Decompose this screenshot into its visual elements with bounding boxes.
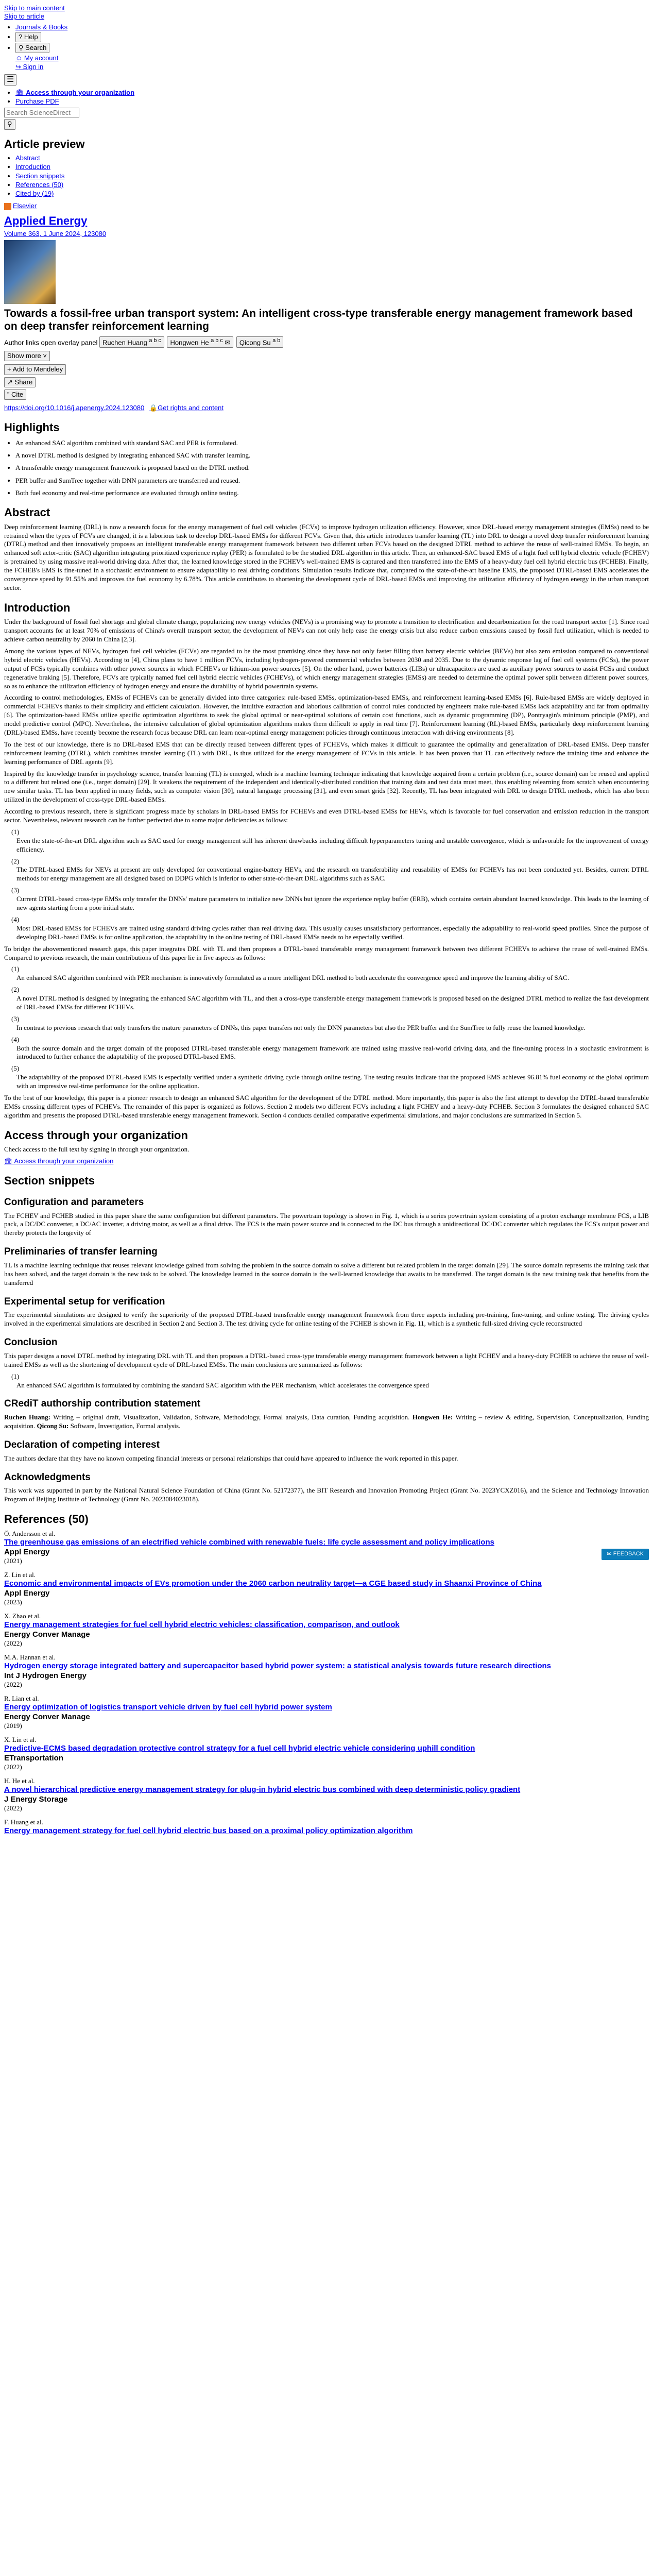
intro-paragraph: To the best of our knowledge, this paper is a pioneer research to design an enhanced SAC algorithm for the development of the DTRL method. More importantly, this paper is also the first attempt to develop the DTRL-based transferable EMSs crossing different types of FCHEVs. The remainder of this paper is organized as follows. Section 2 models two different FCVs including a light FCHEV and a heavy-duty FCHEB. Section 3 formulates the designed enhanced SAC algorithm and presents the proposed DTRL-based transferable energy management framework. Section 4 conducts detailed comparative experimental simulations, and major conclusions are summarized in Section 5.: [4, 1093, 649, 1119]
snippets-title: Section snippets: [4, 1174, 95, 1188]
search-input[interactable]: [4, 108, 79, 117]
contribution-item: Both the source domain and the target domain of the proposed DTRL-based transferable energy management framework are trained using massive real-world driving data, and the fine-tuning process in a stochastic environment is introduced to further enhance the adaptability of the proposed DTRL-based EMS.: [16, 1044, 649, 1061]
list-marker: (4): [11, 1035, 20, 1043]
intro-paragraph: To the best of our knowledge, there is no DRL-based EMS that can be directly reused between different types of FCHEVs, which makes it difficult to guarantee the optimality and generalization of DRL-based EMSs. Deep transfer reinforcement learning (DTRL), which combines transfer learning (TL) with DRL, is thus utilized for the energy management of FCVs in this article. It has been proven that TL can effectively reduce the training time and enhance the learning performance of DRL agents [9].: [4, 740, 649, 766]
competing-text: The authors declare that they have no known competing financial interests or personal relationships that could have appeared to influence the work reported in this paper.: [4, 1454, 458, 1462]
outline-title: Article preview: [4, 137, 85, 150]
article-title: Towards a fossil-free urban transport system: An intelligent cross-type transferable energy management framework based on deep transfer reinforcement learning: [4, 308, 633, 333]
list-marker: (2): [11, 986, 20, 994]
author-button-he[interactable]: Hongwen He $^{a b c}$ ✉: [167, 336, 233, 348]
introduction-title: Introduction: [4, 601, 71, 614]
credit-title: CRediT authorship contribution statement: [4, 1398, 201, 1410]
snippet-text: The experimental simulations are designed to verify the superiority of the proposed DTRL-based transferable energy management framework from three aspects including pre-training, fine-tuning, and online testing. The driving cycles involved in the experimental simulations are described in Section 2 and Section 3. The test driving cycle for online testing of the FCHEB is shown in Fig. 11, which is a synthetic full-sized driving cycle reconstructed: [4, 1311, 649, 1328]
journal-volume-link[interactable]: Volume 363, 1 June 2024, 123080: [4, 230, 107, 238]
elsevier-logo-link[interactable]: Elsevier: [13, 202, 37, 210]
references-list: [4, 1530, 649, 1836]
show-more-button[interactable]: Show more ˅: [4, 351, 50, 361]
snippet-heading[interactable]: Experimental setup for verification: [4, 1296, 165, 1307]
search-submit-button[interactable]: [4, 119, 15, 129]
author-button-huang[interactable]: Ruchen Huang $^{a b c}$: [99, 336, 164, 348]
contribution-item: A novel DTRL method is designed by integrating the enhanced SAC algorithm with TL, and then a cross-type transferable energy management framework is proposed based on the designed DTRL method to realize the fast development of DRL-based EMSs for different FCHEVs.: [16, 994, 649, 1011]
author-links-label: Author links open overlay panel: [4, 338, 98, 346]
reference-item: M.A. Hannan et al. Hydrogen energy storage integrated battery and supercapacitor based hybrid power system: a statistical analysis towards future research directions Int J Hydrogen Energy (2022): [4, 1653, 552, 1689]
snippet-text: The FCHEV and FCHEB studied in this paper share the same configuration but different parameters. The powertrain topology is shown in Fig. 1, which is a series powertrain system consisting of a proton exchange membrane FCS, a LIB pack, a DC/DC converter, a DC/AC inverter, a driving motor, as well as a final drive. The FCS is the main power source and is connected to the DC bus through a unidirectional DC/DC converter which regulates the FCS's output power and thereby protects the longevity of: [4, 1211, 649, 1237]
journal-cover-image[interactable]: [4, 240, 56, 304]
list-marker: (4): [11, 915, 20, 923]
outline-item-cited-by[interactable]: Cited by (19): [15, 190, 54, 197]
reference-item: Z. Lin et al. Economic and environmental impacts of EVs promotion under the 2060 carbon neutrality target—a CGE based study in Shaanxi Province of China Appl Energy (2023): [4, 1570, 542, 1606]
highlight-item: • A novel DTRL method is designed by integrating enhanced SAC with transfer learning.: [15, 451, 649, 460]
reference-item: F. Huang et al. Energy management strategy for fuel cell hybrid electric bus based on a proximal policy optimization algorithm: [4, 1818, 413, 1835]
snippet-text: TL is a machine learning technique that reuses relevant knowledge gained from solving the problem in the source domain to solve a different but related problem in the target domain [29]. The source domain represents the training task that has been solved, and the target domain is the new task to be solved. The knowledge learned in the source domain is the well-learned knowledge that awaits to be transferred. The target domain is the new training task that benefits from the transferred: [4, 1261, 649, 1286]
outline-item-references[interactable]: References (50): [15, 180, 64, 189]
contribution-item: An enhanced SAC algorithm combined with PER mechanism is innovatively formulated as a more intelligent DRL method to both accelerate the convergence speed and improve the learning ability of SAC.: [16, 974, 569, 982]
share-button[interactable]: ↗ Share: [4, 377, 36, 387]
highlight-item: • A transferable energy management framework is proposed based on the DTRL method.: [15, 464, 649, 472]
intro-paragraph: Among the various types of NEVs, hydrogen fuel cell vehicles (FCVs) are regarded to be the most promising since they have not only faster filling than battery electric vehicles (BEVs) but also zero emission compared to conventional hybrid electric vehicles (HEVs). According to [4], China plans to have 1 million FCVs, including hydrogen-powered commercial vehicles between 2030 and 2035. Due to the dynamic response lag of fuel cell systems (FCSs), the power output of FCSs typically combines with other power sources in which FCHEVs or lithium-ion power sources [5]. On the other hand, power batteries (LIBs) or ultracapacitors are used as auxiliary power sources to assist FCSs and conduct regenerative braking [5]. Therefore, FCVs are typically named fuel cell hybrid electric vehicles (FCHEVs), of which energy management strategies (EMSs) are needed to determine the optimal power split between different power sources, so as to enhance the utilization efficiency of hydrogen energy and ensure the durability of hybrid powertrain systems.: [4, 647, 649, 690]
reference-title-link[interactable]: Predictive-ECMS based degradation protective control strategy for a fuel cell hybrid electric vehicle considering uphill condition: [4, 1743, 475, 1753]
institution-icon: 🏛: [4, 1157, 13, 1165]
outline-item-snippets[interactable]: Section snippets: [15, 172, 65, 180]
highlight-item: • PER buffer and SumTree together with DNN parameters are transferred and reused.: [15, 477, 649, 485]
intro-paragraph: According to previous research, there is significant progress made by scholars in DRL-based EMSs for FCHEVs and even DTRL-based EMSs for HEVs, which is favorable for fuel conservation and emission reduction in the transport sector. Nevertheless, relevant research can be further perfected due to some major deficiencies as follows:: [4, 807, 649, 824]
snippet-heading[interactable]: Configuration and parameters: [4, 1196, 144, 1208]
intro-paragraph: To bridge the abovementioned research gaps, this paper integrates DRL with TL and then proposes a DTRL-based transferable energy management framework between two different FCHEVs to achieve the reuse of well-trained EMSs. Compared to previous research, the main contributions of this paper lie in five aspects as follows:: [4, 944, 649, 961]
reference-title-link[interactable]: Energy optimization of logistics transport vehicle driven by fuel cell hybrid power system: [4, 1702, 332, 1711]
highlights-list: [15, 439, 649, 497]
contribution-item: In contrast to previous research that only transfers the mature parameters of DNNs, this paper transfers not only the DNN parameters but also the PER buffer and the SumTree to fully reuse the learned knowledge.: [16, 1023, 586, 1031]
doi-link[interactable]: https://doi.org/10.1016/j.apenergy.2024.123080: [4, 404, 145, 412]
intro-paragraph: Inspired by the knowledge transfer in psychology science, transfer learning (TL) is emerged, which is a machine learning technique indicating that knowledge acquired from a certain problem (i.e., source domain) can be reused and applied to a different but related one (i.e., target domain) [29]. It weakens the requirement of the independent and identically-distributed condition that training data and test data must meet, thus enabling relearning from scratch when encountering new similar tasks. TL has been applied in many fields, such as computer vision [30], natural language processing [31], and even smart grids [32]. Recently, TL has been integrated with DRL to design DTRL methods, which has also been utilized in the development of cross-type DRL-based EMSs.: [4, 769, 649, 804]
reference-title-link[interactable]: Hydrogen energy storage integrated battery and supercapacitor based hybrid power system: a statistical analysis towards future research directions: [4, 1661, 552, 1670]
help-icon: ?: [19, 32, 23, 41]
add-mendeley-button[interactable]: + Add to Mendeley: [4, 364, 66, 375]
skip-main-link[interactable]: Skip to main content: [4, 4, 65, 12]
reference-title-link[interactable]: Energy management strategies for fuel cell hybrid electric vehicles: classification, comparison, and outlook: [4, 1620, 400, 1629]
intro-paragraph: Under the background of fossil fuel shortage and global climate change, popularizing new energy vehicles (NEVs) is a promising way to promote a transition to electrification and decarbonization for the road transport sector [1]. Since road transport accounts for at least 70% of emissions of China's overall transport sector, the development of NEVs can not only help ease the energy crisis but also reduce carbon emissions caused by fossil fuel utilization, which is needed to achieve carbon neutrality by 2060 in China [2,3].: [4, 618, 649, 643]
conclusion-item: An enhanced SAC algorithm is formulated by combining the standard SAC algorithm with the PER mechanism, which accelerates the convergence speed: [16, 1381, 429, 1389]
abstract-text: Deep reinforcement learning (DRL) is now a research focus for the energy management of fuel cell vehicles (FCVs) to improve hydrogen utilization efficiency. However, since DRL-based energy management strategies (EMSs) need to be retrained when the types of FCVs are changed, it is a laborious task to develop DRL-based EMSs for different FCVs. Given that, this article introduces transfer learning (TL) into DRL to design a novel deep transfer reinforcement learning (DTRL) method and then innovatively proposes an intelligent transferable energy management framework between two different urban FCVs based on the designed DTRL method to achieve the reuse of well-trained EMSs. To begin, an enhanced soft actor-critic (SAC) algorithm integrating prioritized experience replay (PER) is formulated to be the studied DRL algorithm in this article. Then, an enhanced-SAC based EMS of a light fuel cell hybrid electric vehicle (FCHEV) is pretrained by using massive real-world driving data. After that, the learned knowledge stored in the FCHEV's well-trained EMS is captured and then transferred into the EMS of a heavy-duty fuel cell hybrid electric bus (FCHEB). Finally, the FCHEB's EMS is fine-tuned in a stochastic environment to ensure adaptability to real driving conditions. Simulation results indicate that, compared to the state-of-the-art baseline EMS, the proposed DTRL-based EMS accelerates the convergence speed by 91.55% and improves the fuel economy by 6.78%. This article contributes to shortening the development cycle of DRL-based EMSs and improving the utilization efficiency of hydrogen energy in the urban transport sector.: [4, 522, 649, 591]
list-marker: (1): [11, 827, 20, 836]
feedback-button[interactable]: ✉ FEEDBACK: [602, 1549, 649, 1560]
access-org-link[interactable]: 🏛 Access through your organization: [15, 88, 135, 96]
highlight-item: • An enhanced SAC algorithm combined with standard SAC and PER is formulated.: [15, 439, 649, 447]
deficiency-item: Even the state-of-the-art DRL algorithm such as SAC used for energy management still has inherent drawbacks including difficult hyperparameters tuning and unstable convergence, which is unfavorable for the improvement of energy efficiency.: [16, 836, 649, 853]
elsevier-logo-icon: [4, 203, 11, 210]
cite-button[interactable]: ” Cite: [4, 389, 26, 400]
person-icon: ☺: [15, 54, 23, 62]
reference-item: R. Lian et al. Energy optimization of logistics transport vehicle driven by fuel cell hybrid power system Energy Conver Manage (2019): [4, 1694, 332, 1730]
list-marker: (5): [11, 1064, 20, 1073]
journals-books-link[interactable]: Journals & Books: [15, 23, 68, 31]
sign-in-link[interactable]: ↪ Sign in: [15, 62, 44, 71]
references-title: References (50): [4, 1513, 89, 1526]
deficiency-item: Current DTRL-based cross-type EMSs only transfer the DNNs' mature parameters to initialize new DNNs but ignore the experience replay buffer (ERB), which contains certain abundant learned knowledge. This leads to the learning of new agents starting from a poor initial state.: [16, 895, 649, 912]
outline-item-abstract[interactable]: Abstract: [15, 154, 40, 162]
menu-toggle-button[interactable]: [4, 74, 16, 86]
list-marker: (3): [11, 886, 20, 894]
reference-item: X. Zhao et al. Energy management strategies for fuel cell hybrid electric vehicles: classification, comparison, and outlook Energy Conver Manage (2022): [4, 1612, 400, 1648]
contribution-item: The adaptability of the proposed DTRL-based EMS is especially verified under a synthetic driving cycle through online testing. The testing results indicate that the proposed EMS achieves 96.81% fuel economy of the global optimum with an impressive real-time performance for the online application.: [16, 1073, 649, 1090]
access-box-link[interactable]: 🏛 Access through your organization: [4, 1157, 114, 1165]
ack-title: Acknowledgments: [4, 1471, 91, 1483]
journal-title-link[interactable]: Applied Energy: [4, 214, 88, 227]
deficiency-item: The DTRL-based EMSs for NEVs at present are only developed for conventional engine-battery HEVs, and the research on transferability and reusability of EMSs for FCHEVs has not been conducted yet. Besides, current DTRL methods for energy management are all designed based on DDPG which is inferior to other state-of-the-art DRL algorithms such as SAC.: [16, 866, 649, 883]
purchase-pdf-link[interactable]: Purchase PDF: [15, 97, 59, 105]
reference-title-link[interactable]: The greenhouse gas emissions of an electrified vehicle combined with renewable fuels: life cycle assessment and policy implications: [4, 1537, 494, 1547]
list-marker: (2): [11, 857, 20, 865]
hamburger-icon: ☰: [7, 75, 14, 84]
reference-title-link[interactable]: Economic and environmental impacts of EVs promotion under the 2060 carbon neutrality target—a CGE based study in Shaanxi Province of China: [4, 1579, 542, 1588]
reference-title-link[interactable]: A novel hierarchical predictive energy management strategy for plug-in hybrid electric bus combined with deep deterministic policy gradient: [4, 1785, 521, 1794]
highlights-title: Highlights: [4, 421, 60, 434]
outline-list: [15, 154, 649, 198]
rights-link[interactable]: 🔒Get rights and content: [149, 404, 224, 412]
snippet-heading[interactable]: Conclusion: [4, 1337, 58, 1348]
snippet-heading[interactable]: Preliminaries of transfer learning: [4, 1246, 158, 1258]
intro-paragraph: According to control methodologies, EMSs of FCHEVs can be generally divided into three categories: rule-based EMSs, optimization-based EMSs, and reinforcement learning-based EMSs [6]. Rule-based EMSs are widely deployed in commercial FCHEVs thanks to their simplicity and efficient calculation. However, the intuitive extraction and laborious calibration of control rules conducted by engineers make rule-based EMSs lack adaptability and far from optimality [6]. The optimization-based EMSs utilize specific optimization algorithms to seek the global optimal or near-optimal solutions of certain cost functions, such as dynamic programming (DP), Pontryagin's minimum principle (PMP), and model predictive control (MPC). Nevertheless, the intensive calculation of global optimization algorithms makes them difficult to apply in real time [7]. Reinforcement learning (RL)-based EMSs, particularly deep reinforcement learning (DRL)-based EMSs, have recently become the research focus because DRL can learn near-optimal energy management policies through continuous interaction with driving environments [8].: [4, 693, 649, 737]
author-button-su[interactable]: Qicong Su $^{a b}$: [236, 336, 283, 348]
chat-icon: ✉: [607, 1551, 612, 1557]
search-icon: ⚲: [7, 120, 12, 128]
share-icon: ↗: [7, 378, 13, 386]
access-box-title: Access through your organization: [4, 1128, 188, 1142]
list-marker: (1): [11, 1372, 20, 1380]
credit-text: Ruchen Huang: Writing – original draft, Visualization, Validation, Software, Methodology, Formal analysis, Data curation, Funding acquisition. Hongwen He: Writing – review & editing, Supervision, Conceptualization, Funding acquisition. Qicong Su: Software, Investigation, Formal analysis.: [4, 1413, 649, 1430]
reference-item: H. He et al. A novel hierarchical predictive energy management strategy for plug-in hybrid electric bus combined with deep deterministic policy gradient J Energy Storage (2022): [4, 1776, 521, 1812]
highlight-item: • Both fuel economy and real-time performance are evaluated through online testing.: [15, 489, 649, 497]
institution-icon: 🏛: [15, 88, 24, 96]
login-icon: ↪: [15, 62, 21, 71]
lock-icon: 🔒: [149, 404, 158, 412]
access-box-desc: Check access to the full text by signing in through your organization.: [4, 1145, 190, 1154]
list-marker: (1): [11, 965, 20, 973]
reference-item: Ö. Andersson et al. The greenhouse gas emissions of an electrified vehicle combined with renewable fuels: life cycle assessment and policy implications Appl Energy (2021): [4, 1529, 494, 1565]
ack-text: This work was supported in part by the National Natural Science Foundation of China (Grant No. 52172377), the BIT Research and Innovation Promoting Project (Grant No. 2023YCXZ016), and the Science and Technology Innovation Program of Beijing Institute of Technology (Grant No. 2023084023018).: [4, 1486, 649, 1503]
my-account-link[interactable]: ☺ My account: [15, 54, 59, 62]
snippet-text: This paper designs a novel DTRL method by integrating DRL with TL and then proposes a DTRL-based cross-type transferable energy management framework between a light FCHEV and a heavy-duty FCHEB to achieve the reuse of well-trained EMSs as well as the shortening of development cycle of DRL-based EMSs. The main conclusions are summarized as follows:: [4, 1351, 649, 1368]
outline-item-introduction[interactable]: Introduction: [15, 163, 50, 171]
reference-item: X. Lin et al. Predictive-ECMS based degradation protective control strategy for a fuel cell hybrid electric vehicle considering uphill condition ETransportation (2022): [4, 1735, 475, 1771]
list-marker: (3): [11, 1014, 20, 1023]
plus-icon: +: [7, 365, 11, 374]
search-nav-button[interactable]: ⚲ Search: [15, 43, 49, 53]
reference-title-link[interactable]: Energy management strategy for fuel cell hybrid electric bus based on a proximal policy optimization algorithm: [4, 1826, 413, 1835]
search-icon: ⚲: [19, 44, 24, 52]
abstract-title: Abstract: [4, 506, 50, 519]
quote-icon: ”: [7, 390, 10, 398]
skip-article-link[interactable]: Skip to article: [4, 12, 45, 21]
deficiency-item: Most DRL-based EMSs for FCHEVs are trained using standard driving cycles rather than real driving data. This usually causes unsatisfactory performances, especially the adaptability to real-world speed profiles. Since the purpose of developing DRL-based EMSs is for online application, the adaptability in the online testing of DRL-based EMSs needs to be especially verified.: [16, 924, 649, 941]
help-button[interactable]: ? Help: [15, 32, 41, 42]
chevron-down-icon: ˅: [43, 352, 47, 360]
mail-icon: ✉: [225, 338, 231, 346]
competing-title: Declaration of competing interest: [4, 1439, 160, 1450]
